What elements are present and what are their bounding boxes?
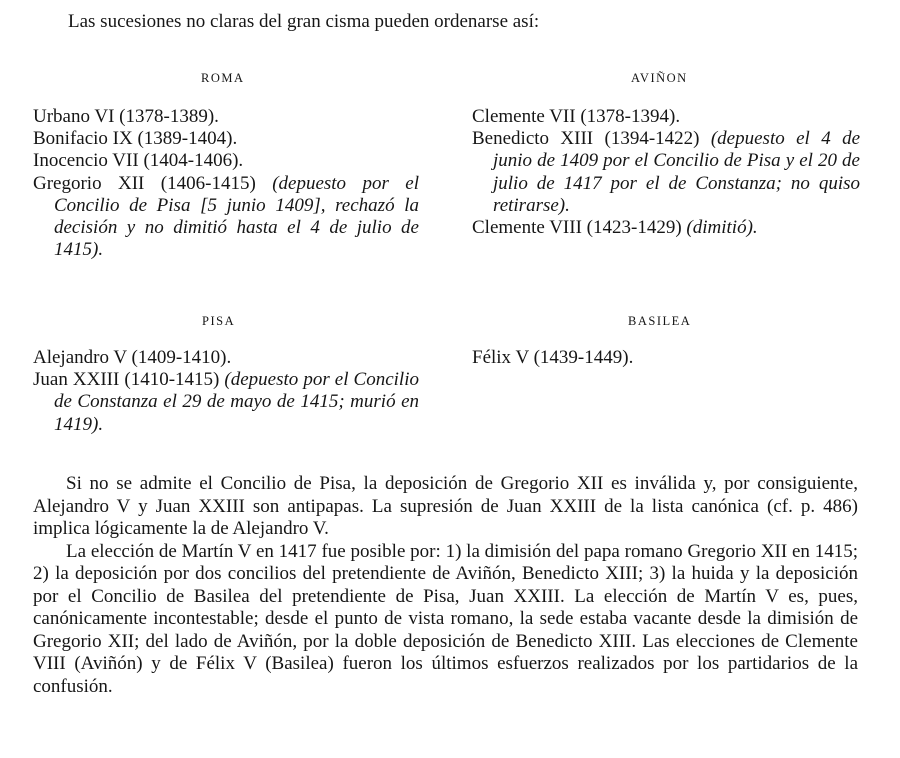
- basilea-list: [472, 347, 860, 369]
- roma-entry-gregorio: [33, 173, 419, 262]
- pisa-entry-juan: [33, 369, 419, 436]
- explanation-text: [33, 473, 858, 698]
- pope-name: Juan XXIII (1410-1415): [33, 369, 225, 391]
- paragraph-pisa: Si no se admite el Concilio de Pisa, la deposición de Gregorio XII es inválida y, por consiguiente, Alejandro V y Juan XXIII son antipapas. La supresión de Juan XXIII de la lista canónica (cf. p. 486) implica lógicamente la de Alejandro V.: [33, 473, 858, 539]
- section-heading-roma: ROMA: [201, 71, 245, 85]
- pope-name: Benedicto XIII (1394-1422): [472, 128, 711, 150]
- avinon-list: [472, 106, 860, 239]
- section-heading-basilea: BASILEA: [628, 314, 692, 328]
- intro-line: Las sucesiones no claras del gran cisma pueden ordenarse así:: [68, 11, 540, 32]
- pope-name: Clemente VII (1378-1394).: [472, 106, 681, 127]
- avinon-entry-clemente-vii: [472, 106, 860, 128]
- roma-list: [33, 106, 419, 261]
- pope-name: Alejandro V (1409-1410).: [33, 347, 232, 368]
- pisa-entry-alejandro: [33, 347, 419, 369]
- pope-name: Clemente VIII (1423-1429): [472, 217, 687, 239]
- pope-name: Inocencio VII (1404-1406).: [33, 150, 244, 172]
- roma-entry-bonifacio: [33, 128, 419, 150]
- pope-note: (depuesto el 4 de junio de 1409 por el Concilio de Pisa y el 20 de julio de 1417 por el de Constanza; no quiso retirarse).: [493, 128, 861, 216]
- roma-entry-inocencio: [33, 150, 419, 172]
- pope-name: Gregorio XII (1406-1415): [33, 172, 273, 194]
- roma-entry-urbano: [33, 106, 419, 128]
- section-heading-pisa: PISA: [202, 314, 236, 328]
- pope-note: (depuesto por el Concilio de Constanza el 29 de mayo de 1415; murió en 1419).: [54, 369, 419, 435]
- avinon-entry-clemente-viii: [472, 217, 860, 239]
- pope-name: Bonifacio IX (1389-1404).: [33, 128, 238, 150]
- pope-name: Urbano VI (1378-1389).: [33, 106, 219, 127]
- paragraph-martin: La elección de Martín V en 1417 fue posible por: 1) la dimisión del papa romano Gregorio XII en 1415; 2) la deposición por dos concilios del pretendiente de Aviñón, Benedicto XIII; 3) la huida y la deposición por el Concilio de Basilea del pretendiente de Pisa, Juan XXIII. La elección de Martín V es, pues, canónicamente incontestable; desde el punto de vista romano, la sede estaba vacante desde la dimisión de Gregorio XII; del lado de Aviñón, por la doble deposición de Benedicto XIII. Las elecciones de Clemente VIII (Aviñón) y de Félix V (Basilea) fueron los últimos esfuerzos realizados por los partidarios de la confusión.: [33, 540, 858, 697]
- section-heading-avinon: AVIÑON: [631, 71, 688, 85]
- avinon-entry-benedicto: [472, 128, 860, 217]
- pope-note: (dimitió).: [686, 217, 758, 239]
- pope-note: (depuesto por el Concilio de Pisa [5 junio 1409], rechazó la decisión y no dimitió hasta el 4 de julio de 1415).: [54, 172, 419, 261]
- basilea-entry-felix: [472, 347, 860, 369]
- pisa-list: [33, 347, 419, 436]
- pope-name: Félix V (1439-1449).: [472, 347, 634, 368]
